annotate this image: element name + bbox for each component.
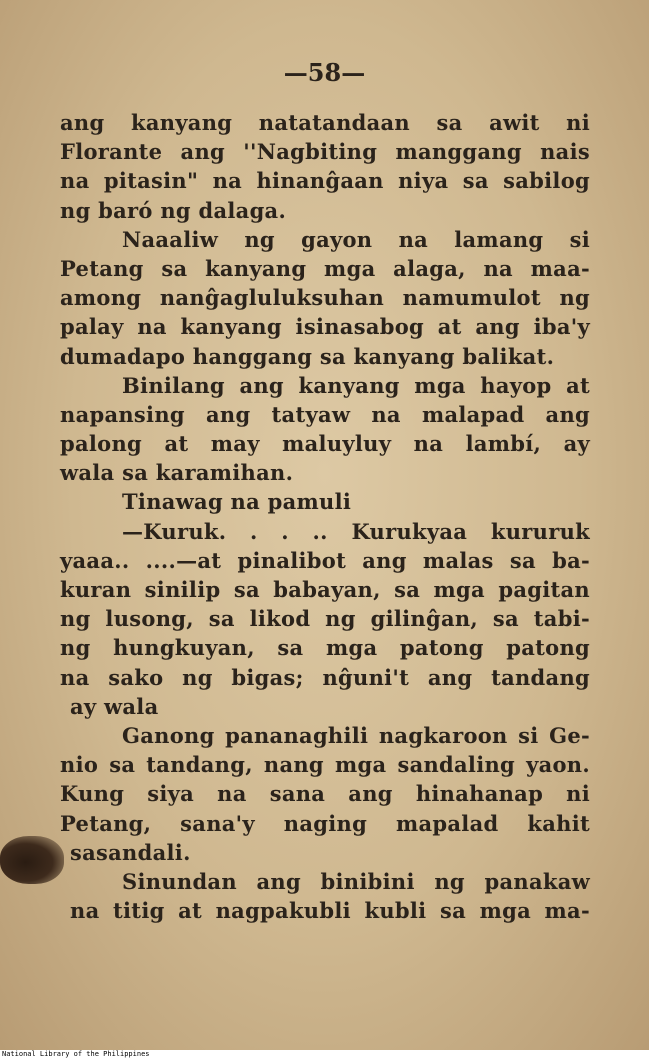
- text-line: sasandali.: [70, 839, 191, 865]
- text-line: na sako ng bigas; nĝuni't ang tandang: [60, 664, 590, 690]
- text-line: dumadapo hanggang sa kanyang balikat.: [60, 343, 555, 369]
- text-line: Ganong pananaghili nagkaroon si Ge-: [122, 722, 590, 748]
- text-line: wala sa karamihan.: [60, 460, 294, 486]
- page-number: —58—: [283, 58, 366, 87]
- text-line: Naaaliw ng gayon na lamang si: [122, 226, 590, 252]
- text-line: Petang sa kanyang mga alaga, na maa-: [60, 255, 590, 281]
- text-line: ng hungkuyan, sa mga patong patong: [60, 635, 590, 661]
- text-line: —Kuruk. . . .. Kurukyaa kururuk: [122, 518, 590, 544]
- text-line: ng lusong, sa likod ng gilinĝan, sa tabi-: [60, 606, 590, 632]
- text-line: Kung siya na sana ang hinahanap ni: [60, 781, 590, 807]
- text-line: palay na kanyang isinasabog at ang iba'y: [60, 314, 590, 340]
- text-line: na pitasin" na hinanĝaan niya sa sabilog: [60, 168, 590, 194]
- text-line: Tinawag na pamuli: [122, 489, 352, 515]
- text-line: nio sa tandang, nang mga sandaling yaon.: [60, 752, 590, 778]
- body-text: [60, 108, 590, 925]
- text-line: Binilang ang kanyang mga hayop at: [122, 372, 590, 398]
- text-line: Petang, sana'y naging mapalad kahit: [60, 810, 590, 836]
- text-line: kuran sinilip sa babayan, sa mga pagitan: [60, 577, 590, 602]
- text-line: ay wala: [70, 693, 159, 719]
- text-line: Florante ang ''Nagbiting manggang nais: [60, 139, 590, 165]
- ink-blot: [0, 836, 64, 884]
- text-line: ng baró ng dalaga.: [60, 197, 287, 223]
- text-line: ang kanyang natatandaan sa awit ni: [60, 110, 590, 135]
- library-footer: National Library of the Philippines: [2, 1050, 150, 1058]
- text-line: Sinundan ang binibini ng panakaw: [122, 868, 590, 894]
- text-line: na titig at nagpakubli kubli sa mga ma-: [70, 898, 590, 924]
- text-line: yaaa.. ....—at pinalibot ang malas sa ba-: [60, 547, 590, 573]
- text-line: napansing ang tatyaw na malapad ang: [60, 401, 590, 427]
- text-line: palong at may maluyluy na lambí, ay: [60, 431, 590, 457]
- text-line: among nanĝagluluksuhan namumulot ng: [60, 285, 590, 311]
